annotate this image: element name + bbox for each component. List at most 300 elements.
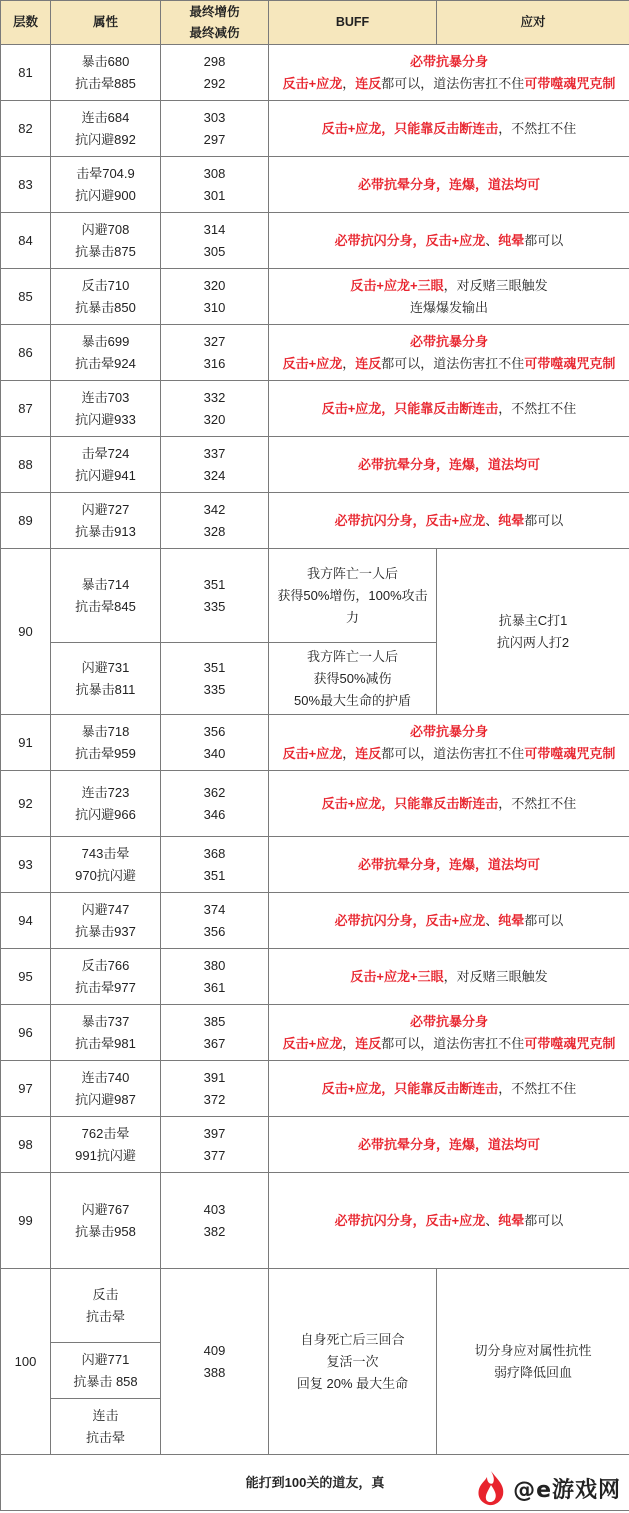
text-line [161, 331, 268, 353]
text-line [51, 51, 160, 73]
table-row [1, 1173, 629, 1269]
level-number: 99 [18, 1212, 33, 1228]
strategy-red: 必带抗晕分身，连爆，道法均可 [357, 856, 540, 872]
buff-line: 复活一次 [326, 1353, 379, 1369]
text-line [51, 275, 160, 297]
boost-value: 385 [203, 1013, 226, 1029]
boost-value: 356 [203, 723, 226, 739]
table-row [1, 45, 629, 101]
strategy-red: 必带抗闪分身，反击+应龙 [334, 1212, 486, 1228]
strategy-plain: 都可以，道法伤害扛不住 [381, 745, 525, 761]
reduce-value: 328 [203, 523, 226, 539]
strategy-red: 必带抗闪分身，反击+应龙 [334, 512, 486, 528]
level-cell [1, 549, 51, 715]
damage-cell [161, 1173, 269, 1269]
buff-line: 力 [345, 609, 359, 625]
strategy-red: 纯晕 [498, 1212, 525, 1228]
level-number: 97 [18, 1080, 33, 1096]
boost-value: 314 [203, 221, 226, 237]
strategy-cell [269, 437, 629, 493]
attr-cell [51, 1399, 161, 1455]
counter-line: 切分身应对属性抗性 [474, 1342, 592, 1358]
attr-line: 暴击718 [81, 723, 130, 739]
attr-line: 抗击晕959 [75, 745, 136, 761]
text-line [51, 1067, 160, 1089]
strategy-cell [269, 381, 629, 437]
text-line [269, 1329, 436, 1351]
text-line [269, 854, 629, 876]
reduce-value: 316 [203, 355, 226, 371]
text-line [269, 331, 629, 353]
strategy-cell [269, 1173, 629, 1269]
counter-line: 弱疗降低回血 [493, 1364, 572, 1380]
damage-cell [161, 949, 269, 1005]
site-watermark [475, 1469, 621, 1507]
level-cell [1, 1173, 51, 1269]
counter-cell [437, 1269, 629, 1455]
strategy-primary: 必带抗暴分身 [409, 1013, 488, 1029]
text-line [161, 899, 268, 921]
attr-line: 闪避731 [81, 659, 130, 675]
text-line [51, 387, 160, 409]
attr-line: 暴击699 [81, 333, 130, 349]
strategy-cell [269, 269, 629, 325]
strategy-cell [269, 157, 629, 213]
level-number: 84 [18, 232, 33, 248]
boost-value: 374 [203, 901, 226, 917]
level-number: 90 [18, 623, 33, 639]
text-line [269, 585, 436, 607]
text-line [51, 1221, 160, 1243]
strategy-red: 可带噬魂咒克制 [524, 745, 616, 761]
attr-line: 抗暴击850 [75, 299, 136, 315]
level-number: 93 [18, 856, 33, 872]
level-number: 82 [18, 120, 33, 136]
level-number: 92 [18, 795, 33, 811]
table-row [1, 837, 629, 893]
level-number: 95 [18, 968, 33, 984]
text-line [269, 174, 629, 196]
strategy-plain: 、 [485, 912, 499, 928]
text-line [161, 574, 268, 596]
strategy-red: 反击+应龙，只能靠反击断连击 [321, 400, 499, 416]
watermark-text: @e游戏网 [513, 1477, 621, 1503]
reduce-value: 361 [203, 979, 226, 995]
text-line [161, 1145, 268, 1167]
table-row [1, 157, 629, 213]
strategy-plain: 都可以 [524, 232, 564, 248]
text-line [161, 977, 268, 999]
table-row [1, 1061, 629, 1117]
text-line [51, 297, 160, 319]
strategy-red: 必带抗晕分身，连爆，道法均可 [357, 1136, 540, 1152]
strategy-red: 反击+应龙 [282, 355, 343, 371]
text-line [269, 51, 629, 73]
level-number: 85 [18, 288, 33, 304]
text-line [51, 977, 160, 999]
buff-cell [269, 1269, 437, 1455]
level-cell [1, 771, 51, 837]
text-line [161, 409, 268, 431]
attr-line: 抗暴击913 [75, 523, 136, 539]
buff-line: 自身死亡后三回合 [300, 1331, 405, 1347]
attr-cell [51, 1117, 161, 1173]
text-line [161, 185, 268, 207]
damage-cell [161, 893, 269, 949]
level-cell [1, 437, 51, 493]
level-cell [1, 269, 51, 325]
text-line [51, 409, 160, 431]
strategy-red: 可带噬魂咒克制 [524, 75, 616, 91]
reduce-value: 320 [203, 411, 226, 427]
strategy-red: 纯晕 [498, 232, 525, 248]
text-line [51, 331, 160, 353]
strategy-red: 反击+应龙+三眼 [350, 277, 444, 293]
text-line [161, 679, 268, 701]
text-line [161, 921, 268, 943]
header-level: 层数 [1, 1, 51, 45]
reduce-value: 356 [203, 923, 226, 939]
text-line [161, 521, 268, 543]
level-cell [1, 493, 51, 549]
reduce-value: 301 [203, 187, 226, 203]
text-line [161, 782, 268, 804]
text-line [161, 353, 268, 375]
text-line [269, 1033, 629, 1055]
level-cell [1, 325, 51, 381]
strategy-red: 可带噬魂咒克制 [524, 1035, 616, 1051]
text-line [51, 1089, 160, 1111]
header-row [1, 1, 629, 45]
text-line [161, 804, 268, 826]
footer-text: 能打到100关的道友，真 [245, 1474, 385, 1490]
table-row [1, 325, 629, 381]
attr-line: 闪避771 [81, 1351, 130, 1367]
attr-cell [51, 101, 161, 157]
strategy-cell [269, 771, 629, 837]
damage-cell [161, 269, 269, 325]
text-line [51, 219, 160, 241]
text-line [161, 1067, 268, 1089]
boost-value: 303 [203, 109, 226, 125]
attr-line: 743击晕 [81, 845, 130, 861]
counter-line: 抗暴主C打1 [498, 612, 568, 628]
text-line [161, 107, 268, 129]
strategy-primary: 必带抗暴分身 [409, 53, 488, 69]
text-line [51, 804, 160, 826]
text-line [161, 163, 268, 185]
reduce-value: 292 [203, 75, 226, 91]
strategy-cell [269, 493, 629, 549]
level-cell [1, 45, 51, 101]
reduce-value: 377 [203, 1147, 226, 1163]
strategy-red: 连反 [355, 355, 382, 371]
attr-line: 连击703 [81, 389, 130, 405]
attr-cell [51, 437, 161, 493]
table-row [1, 893, 629, 949]
attr-line: 抗闪避892 [75, 131, 136, 147]
text-line [161, 657, 268, 679]
buff-line: 我方阵亡一人后 [306, 648, 398, 664]
text-line [161, 955, 268, 977]
text-line [51, 679, 160, 701]
boost-value: 391 [203, 1069, 226, 1085]
buff-line: 我方阵亡一人后 [306, 565, 398, 581]
text-line [51, 185, 160, 207]
level-cell [1, 1061, 51, 1117]
attr-line: 连击740 [81, 1069, 130, 1085]
attr-cell [51, 1061, 161, 1117]
level-cell [1, 381, 51, 437]
text-line [161, 51, 268, 73]
header-counter: 应对 [437, 1, 629, 45]
reduce-value: 324 [203, 467, 226, 483]
text-line [269, 1210, 629, 1232]
text-line [161, 241, 268, 263]
text-line [51, 865, 160, 887]
attr-line: 击晕724 [81, 445, 130, 461]
text-line [437, 632, 629, 654]
attr-line: 抗闪避900 [75, 187, 136, 203]
strategy-plain: 、 [485, 512, 499, 528]
text-line [161, 865, 268, 887]
level-cell [1, 101, 51, 157]
table-row [1, 437, 629, 493]
attr-line: 连击684 [81, 109, 130, 125]
attr-line: 暴击737 [81, 1013, 130, 1029]
text-line [51, 1306, 160, 1328]
damage-cell [161, 1117, 269, 1173]
boost-value: 332 [203, 389, 226, 405]
text-line [51, 521, 160, 543]
boost-value: 337 [203, 445, 226, 461]
text-line [437, 1340, 629, 1362]
table-row [1, 493, 629, 549]
text-line [269, 793, 629, 815]
level-number: 94 [18, 912, 33, 928]
text-line [51, 721, 160, 743]
attr-line: 反击766 [81, 957, 130, 973]
level-number: 83 [18, 176, 33, 192]
attr-cell [51, 715, 161, 771]
damage-cell [161, 715, 269, 771]
text-line [269, 118, 629, 140]
text-line [161, 297, 268, 319]
text-line [51, 1145, 160, 1167]
damage-cell [161, 325, 269, 381]
damage-cell [161, 437, 269, 493]
text-line [269, 743, 629, 765]
strategy-plain: 都可以，道法伤害扛不住 [381, 75, 525, 91]
level-number: 87 [18, 400, 33, 416]
attr-line: 闪避708 [81, 221, 130, 237]
text-line [269, 1134, 629, 1156]
text-line [51, 657, 160, 679]
strategy-red: 必带抗晕分身，连爆，道法均可 [357, 176, 540, 192]
attr-line: 抗暴击811 [75, 681, 136, 697]
text-line [269, 563, 436, 585]
level-cell [1, 1117, 51, 1173]
buff-cell [269, 643, 437, 715]
table-row [1, 549, 629, 643]
text-line [161, 1033, 268, 1055]
text-line [161, 465, 268, 487]
strategy-red: 可带噬魂咒克制 [524, 355, 616, 371]
text-line [269, 73, 629, 95]
text-line [269, 910, 629, 932]
text-line [51, 1033, 160, 1055]
strategy-plain: ，不然扛不住 [498, 1080, 577, 1096]
strategy-plain: ， [342, 1035, 356, 1051]
boost-value: 409 [203, 1342, 226, 1358]
text-line [269, 297, 629, 319]
attr-line: 抗暴击958 [75, 1223, 136, 1239]
attr-line: 闪避747 [81, 901, 130, 917]
table-row [1, 949, 629, 1005]
reduce-value: 346 [203, 806, 226, 822]
attr-line: 抗击晕845 [75, 598, 136, 614]
strategy-red: 反击+应龙，只能靠反击断连击 [321, 1080, 499, 1096]
text-line [51, 1123, 160, 1145]
level-number: 91 [18, 734, 33, 750]
text-line [51, 921, 160, 943]
level-cell [1, 1269, 51, 1455]
reduce-value: 382 [203, 1223, 226, 1239]
table-row [1, 213, 629, 269]
strategy-red: 反击+应龙 [282, 1035, 343, 1051]
attr-cell [51, 325, 161, 381]
text-line [161, 743, 268, 765]
strategy-plain: 都可以 [524, 512, 564, 528]
buff-line: 回复 20% 最大生命 [296, 1375, 409, 1391]
text-line [51, 1405, 160, 1427]
strategy-cell [269, 1005, 629, 1061]
level-cell [1, 157, 51, 213]
damage-cell [161, 643, 269, 715]
level-number: 98 [18, 1136, 33, 1152]
attr-line: 抗击晕885 [75, 75, 136, 91]
attr-line: 连击 [92, 1407, 119, 1423]
damage-cell [161, 1061, 269, 1117]
text-line [269, 454, 629, 476]
attr-cell [51, 1005, 161, 1061]
text-line [437, 1362, 629, 1384]
header-buff: BUFF [269, 1, 437, 45]
strategy-cell [269, 949, 629, 1005]
damage-cell [161, 771, 269, 837]
attr-cell [51, 837, 161, 893]
attr-cell [51, 1269, 161, 1343]
text-line [269, 646, 436, 668]
text-line [161, 275, 268, 297]
attr-line: 抗暴击937 [75, 923, 136, 939]
attr-line: 抗暴击875 [75, 243, 136, 259]
table-row [1, 715, 629, 771]
text-line [51, 743, 160, 765]
attr-line: 击晕704.9 [76, 165, 135, 181]
attr-line: 抗暴击 858 [73, 1373, 138, 1389]
strategy-cell [269, 45, 629, 101]
text-line [269, 690, 436, 712]
strategy-red: 必带抗晕分身，连爆，道法均可 [357, 456, 540, 472]
text-line [269, 275, 629, 297]
table-row [1, 771, 629, 837]
damage-cell [161, 213, 269, 269]
level-cell [1, 949, 51, 1005]
text-line [51, 443, 160, 465]
text-line [51, 574, 160, 596]
attr-line: 闪避727 [81, 501, 130, 517]
table-row [1, 1117, 629, 1173]
level-number: 81 [18, 64, 33, 80]
damage-cell [161, 493, 269, 549]
text-line [161, 387, 268, 409]
strategy-red: 连反 [355, 75, 382, 91]
boost-value: 298 [203, 53, 226, 69]
reduce-value: 340 [203, 745, 226, 761]
strategy-plain: 都可以 [524, 1212, 564, 1228]
level-cell [1, 837, 51, 893]
level-cell [1, 715, 51, 771]
attr-cell [51, 949, 161, 1005]
attr-line: 连击723 [81, 784, 130, 800]
reduce-value: 335 [203, 681, 226, 697]
text-line [51, 1199, 160, 1221]
strategy-plain: 连爆爆发输出 [409, 299, 488, 315]
strategy-plain: 都可以，道法伤害扛不住 [381, 1035, 525, 1051]
attr-cell [51, 893, 161, 949]
buff-line: 50%最大生命的护盾 [293, 692, 412, 708]
text-line [51, 1011, 160, 1033]
text-line [437, 610, 629, 632]
text-line [161, 1089, 268, 1111]
text-line [161, 596, 268, 618]
text-line [161, 1221, 268, 1243]
text-line [269, 230, 629, 252]
attr-line: 闪避767 [81, 1201, 130, 1217]
text-line [51, 163, 160, 185]
strategy-red: 纯晕 [498, 912, 525, 928]
header-reduce: 最终减伤 [189, 25, 240, 40]
text-line [51, 899, 160, 921]
strategy-plain: 、 [485, 232, 499, 248]
text-line [269, 966, 629, 988]
strategy-red: 反击+应龙，只能靠反击断连击 [321, 120, 499, 136]
boost-value: 403 [203, 1201, 226, 1217]
level-number: 96 [18, 1024, 33, 1040]
text-line [51, 596, 160, 618]
table-row [1, 1005, 629, 1061]
text-line [51, 843, 160, 865]
boost-value: 368 [203, 845, 226, 861]
text-line [161, 843, 268, 865]
text-line [51, 129, 160, 151]
boost-value: 342 [203, 501, 226, 517]
attr-line: 762击晕 [81, 1125, 130, 1141]
attr-line: 抗击晕977 [75, 979, 136, 995]
strategy-red: 连反 [355, 1035, 382, 1051]
strategy-cell [269, 325, 629, 381]
reduce-value: 367 [203, 1035, 226, 1051]
boost-value: 308 [203, 165, 226, 181]
attr-line: 抗击晕 [85, 1308, 125, 1324]
text-line [161, 443, 268, 465]
text-line [269, 1078, 629, 1100]
buff-line: 获得50%增伤，100%攻击 [277, 587, 428, 603]
attr-line: 970抗闪避 [75, 867, 136, 883]
attr-line: 991抗闪避 [75, 1147, 136, 1163]
strategy-cell [269, 893, 629, 949]
